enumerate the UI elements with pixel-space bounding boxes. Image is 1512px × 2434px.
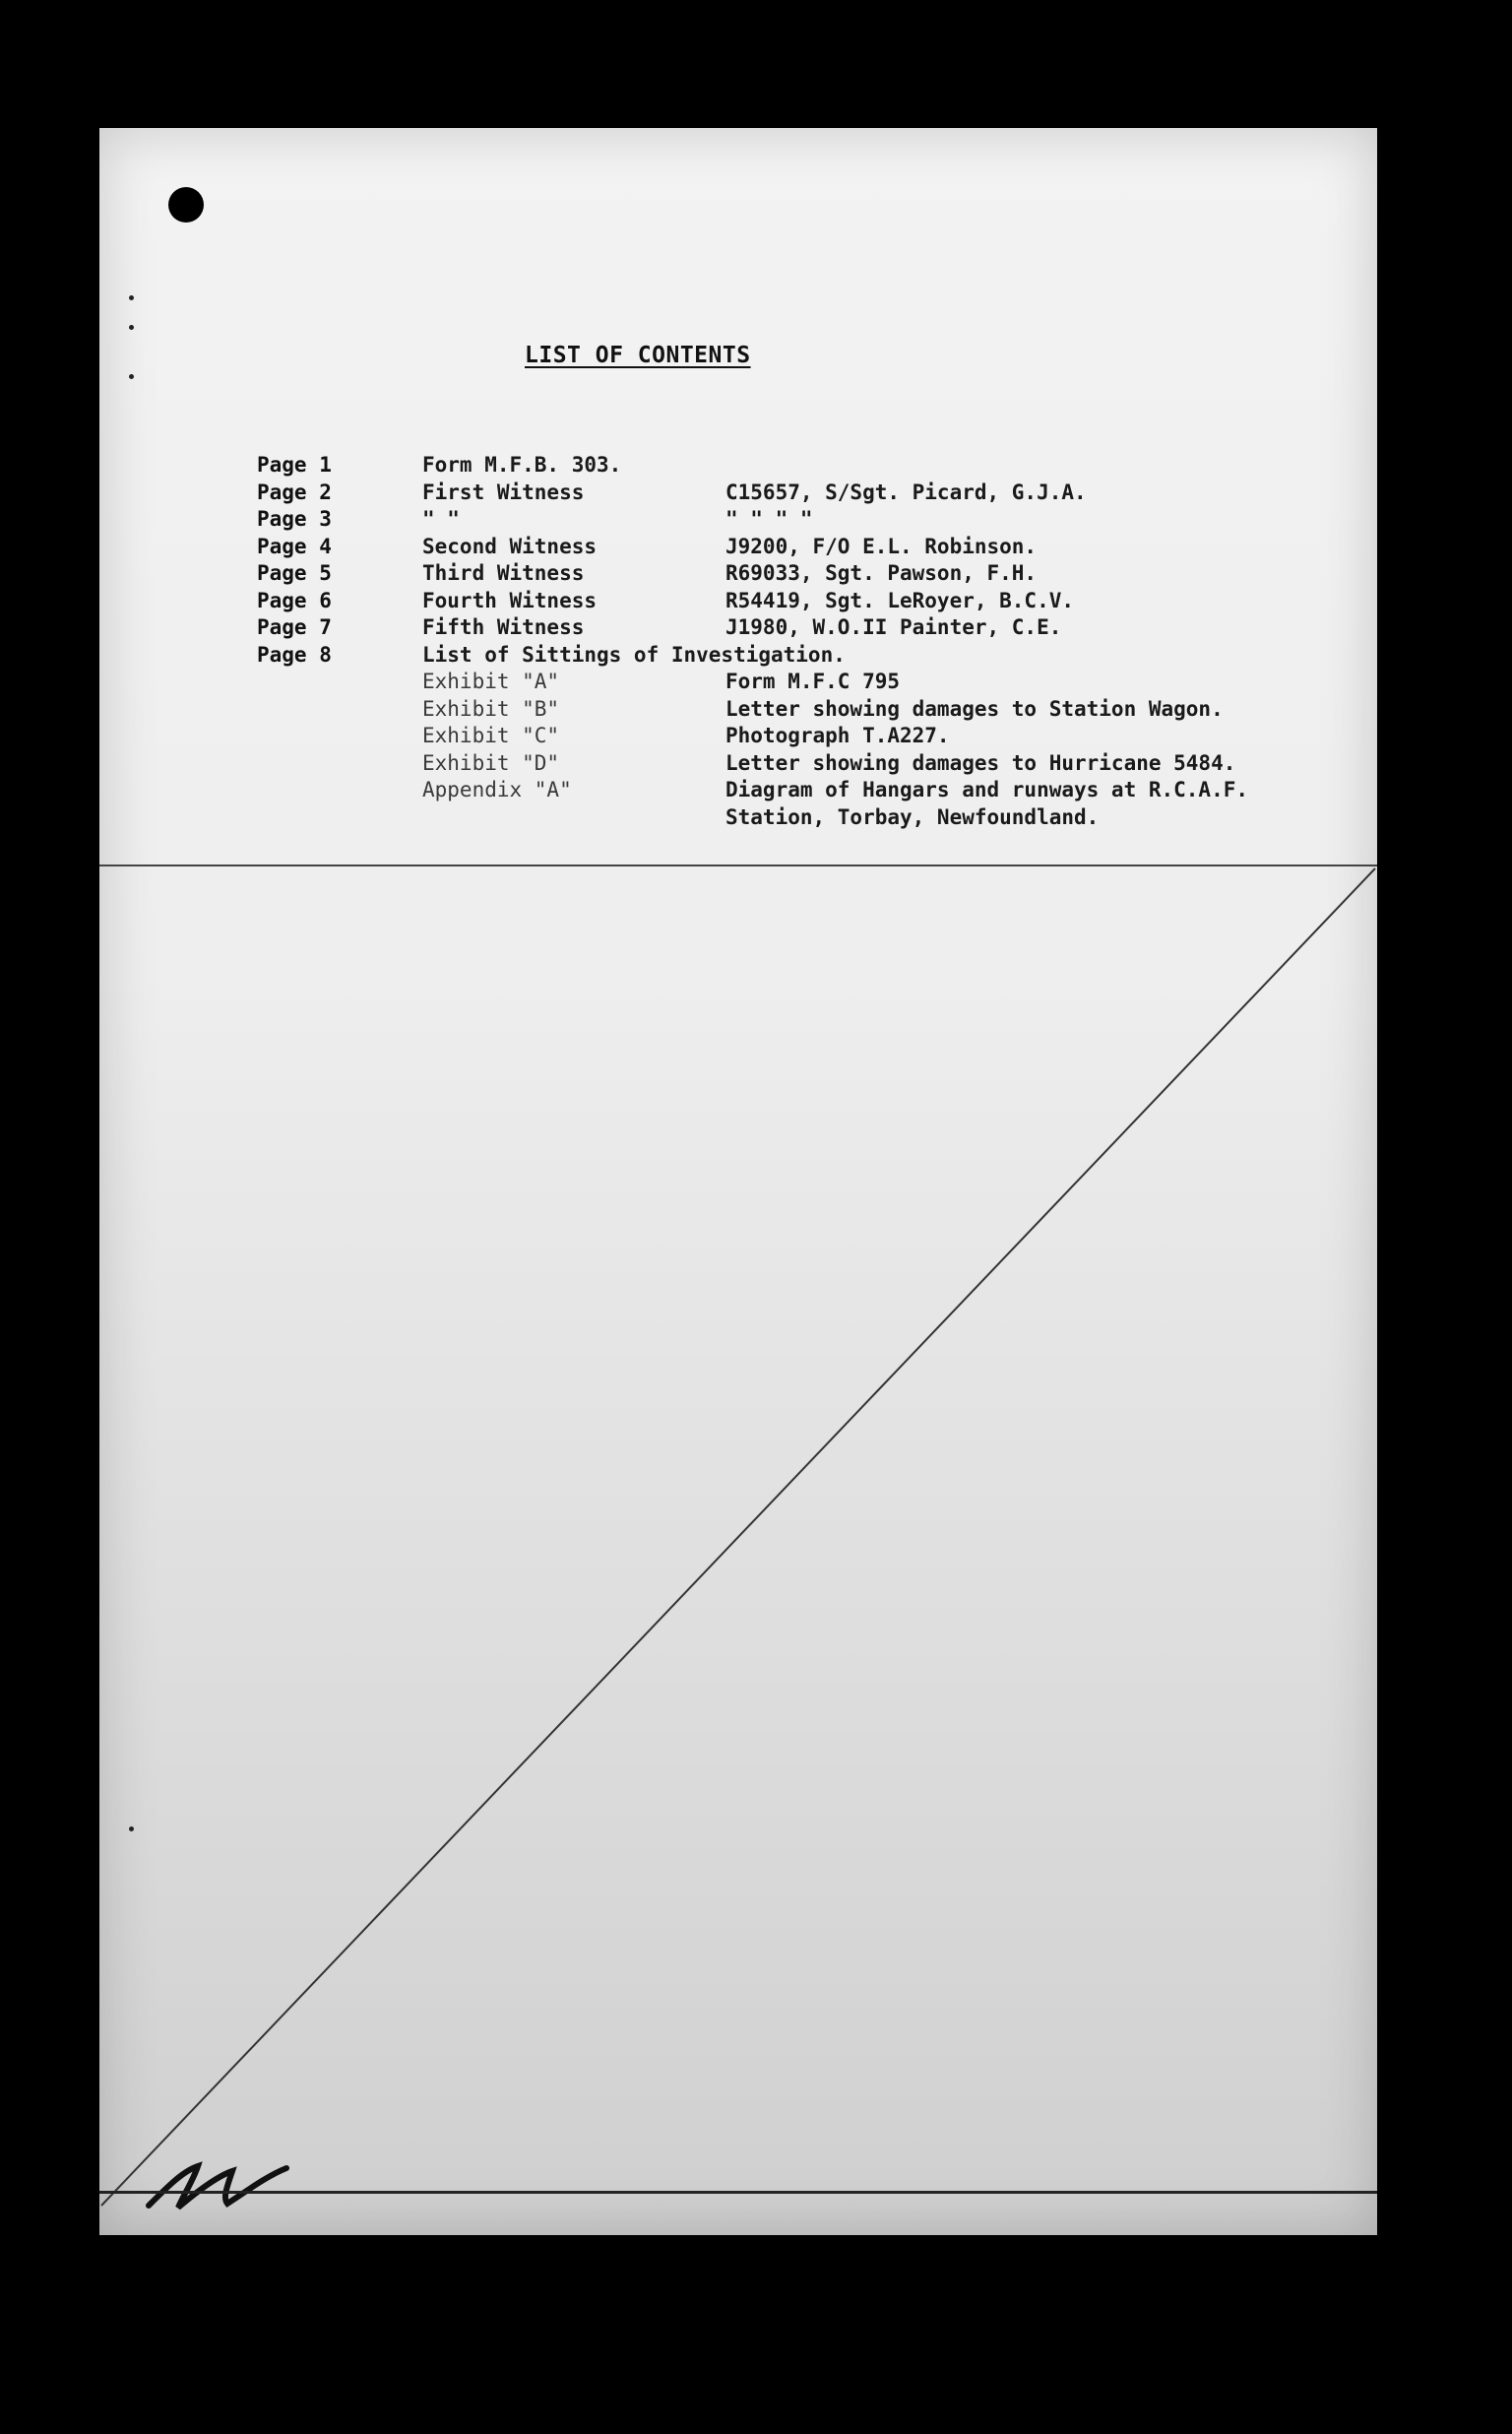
entry-title: Second Witness [422,534,598,558]
page-number: Page 3 [257,507,332,531]
initials-mark [139,2146,306,2215]
page-number: Page 1 [257,453,332,477]
bottom-rule [99,2191,1377,2194]
entry-detail: J9200, F/O E.L. Robinson. [725,534,1038,558]
entry-title: Appendix "A" [422,778,572,801]
entry-title: List of Sittings of Investigation. [422,642,846,667]
entry-detail: R54419, Sgt. LeRoyer, B.C.V. [725,588,1075,612]
entry-title: First Witness [422,480,585,504]
page-number: Page 4 [257,534,332,558]
entry-detail: C15657, S/Sgt. Picard, G.J.A. [725,480,1087,504]
entry-title: Exhibit "B" [422,696,560,721]
entry-title: " " [422,507,460,531]
cancellation-diagonal-line [99,128,1377,2235]
entry-title: Fifth Witness [422,615,585,639]
page-number: Page 2 [257,480,332,504]
page-number: Page 5 [257,561,332,585]
entry-detail: Form M.F.C 795 [725,670,901,693]
page-number: Page 8 [257,642,332,667]
entry-title: Exhibit "D" [422,750,560,775]
entry-title: Third Witness [422,561,585,585]
entry-title: Form M.F.B. 303. [422,453,622,477]
entry-detail: Photograph T.A227. [725,724,950,747]
entry-title: Exhibit "C" [422,724,560,747]
page-number: Page 7 [257,615,332,639]
entry-detail: " " " " [725,507,813,531]
entry-detail: Station, Torbay, Newfoundland. [725,804,1100,829]
page-title: LIST OF CONTENTS [525,343,751,368]
entry-detail: J1980, W.O.II Painter, C.E. [725,615,1062,639]
entry-detail: Letter showing damages to Station Wagon. [725,696,1224,721]
entry-detail: Diagram of Hangars and runways at R.C.A.F. [725,778,1249,801]
entry-detail: Letter showing damages to Hurricane 5484. [725,750,1236,775]
entry-title: Exhibit "A" [422,670,560,693]
entry-title: Fourth Witness [422,588,598,612]
document-page [99,128,1377,2235]
entry-detail: R69033, Sgt. Pawson, F.H. [725,561,1038,585]
page-number: Page 6 [257,588,332,612]
